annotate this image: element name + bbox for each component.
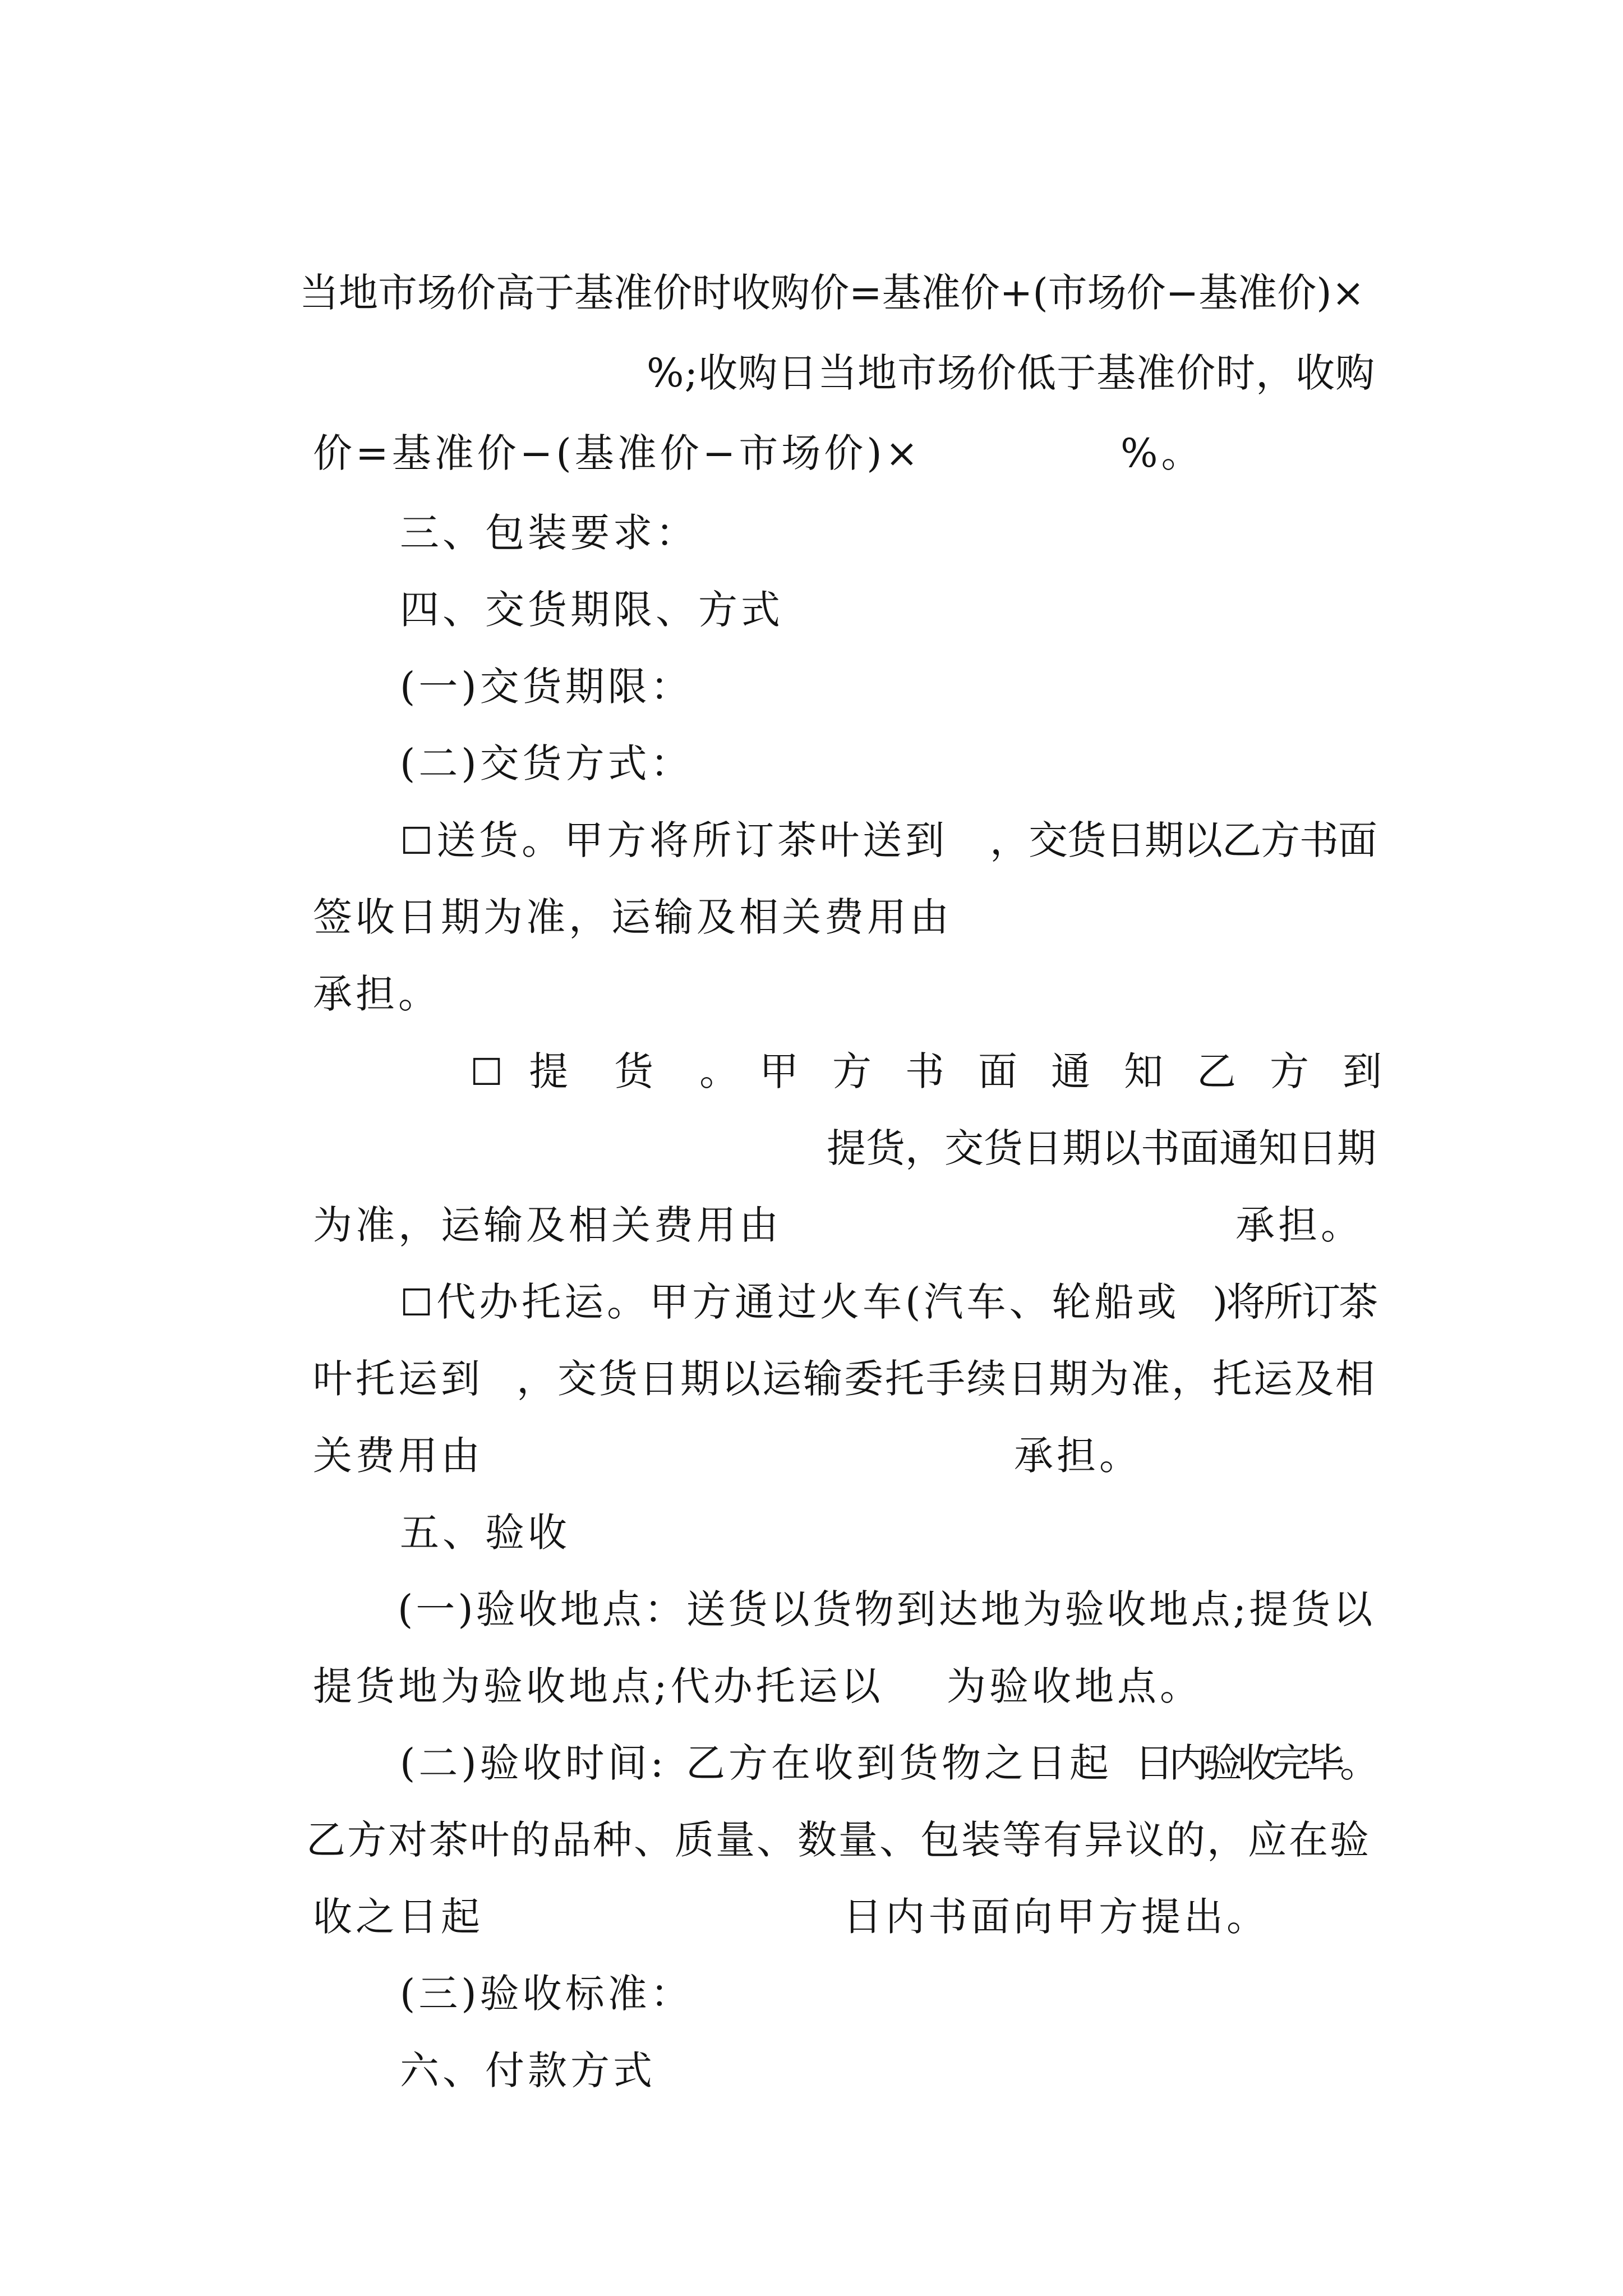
text-segment: 日内书面向甲方提出。 <box>843 1894 1270 1940</box>
text-segment: 叶托运到 <box>313 1356 484 1402</box>
text-line <box>460 1295 1376 1463</box>
text-segment: (二)验收时间: <box>400 1740 667 1786</box>
checkbox-icon: ☐ <box>470 1051 507 1094</box>
text-segment: 六、付款方式 <box>400 2047 656 2093</box>
text-segment: (三)验收标准： <box>400 1971 693 2017</box>
text-segment: (一)交货期限： <box>400 664 693 710</box>
text-line <box>951 1372 1142 1540</box>
text-segment: 为准，运输及相关费用由 <box>313 1202 782 1248</box>
text-segment: 提货，交货日期以书面通知日期 <box>827 1125 1377 1171</box>
text-segment: 当地市场价高于基准价时 <box>299 270 732 316</box>
text-segment: 签收日期为准，运输及相关费用由 <box>313 894 953 940</box>
text-segment: 承担。 <box>313 971 441 1017</box>
text-segment: 四、交货期限、方式 <box>400 587 784 633</box>
text-segment: 为验收地点。 <box>947 1663 1203 1709</box>
text-segment: )将所订茶 <box>1212 1279 1377 1325</box>
text-segment: %;收购日当地市场价低于基准价时，收购 <box>647 350 1376 396</box>
text-segment: 乙方对茶叶的品种、质量、数量、包装等有异议的，应在验 <box>306 1817 1371 1863</box>
text-segment: (二)交货方式： <box>400 740 693 786</box>
text-line <box>942 756 1377 924</box>
text-line <box>780 1833 1269 2001</box>
text-line <box>1057 369 1204 537</box>
text-segment: 日内验收完毕。 <box>1135 1740 1375 1786</box>
text-line <box>407 987 742 1157</box>
text-segment: ，交货日期以乙方书面 <box>990 817 1377 863</box>
section-heading <box>336 1986 656 2155</box>
text-segment: 甲 方 书 面 通 知 乙 方 到 <box>759 1048 1380 1094</box>
text-segment: 代办托运。甲方通过火车(汽车、轮船或 <box>436 1279 1180 1325</box>
text-segment: 提货地为验收地点;代办托运以 <box>313 1663 884 1709</box>
text-segment: 承担。 <box>1014 1433 1142 1479</box>
text-segment: (一)验收地点：送货以货物到达地为验收地点;提货以 <box>398 1586 1376 1632</box>
checkbox-icon: ☐ <box>400 820 437 863</box>
text-segment: ，交货日期以运输委托手续日期为准，托运及相 <box>517 1356 1377 1402</box>
text-segment: 收之日起 <box>313 1894 484 1940</box>
text-segment: %。 <box>1121 430 1204 476</box>
text-segment: 收购价=基准价+(市场价−基准价)× <box>731 270 1365 316</box>
text-segment: 五、验收 <box>400 1510 571 1556</box>
text-segment: 三、包装要求： <box>400 510 699 556</box>
text-segment: 乙方在收到货物之日起 <box>686 1740 1113 1786</box>
checkbox-icon: ☐ <box>400 1281 437 1324</box>
text-segment: 价=基准价−(基准价−市场价)× <box>313 430 922 476</box>
text-segment: 提 货 。 <box>529 1048 743 1094</box>
text-segment: 送货。甲方将所订茶叶送到 <box>436 817 948 863</box>
text-segment: 关费用由 <box>313 1433 484 1479</box>
text-segment: 承担。 <box>1235 1202 1364 1248</box>
